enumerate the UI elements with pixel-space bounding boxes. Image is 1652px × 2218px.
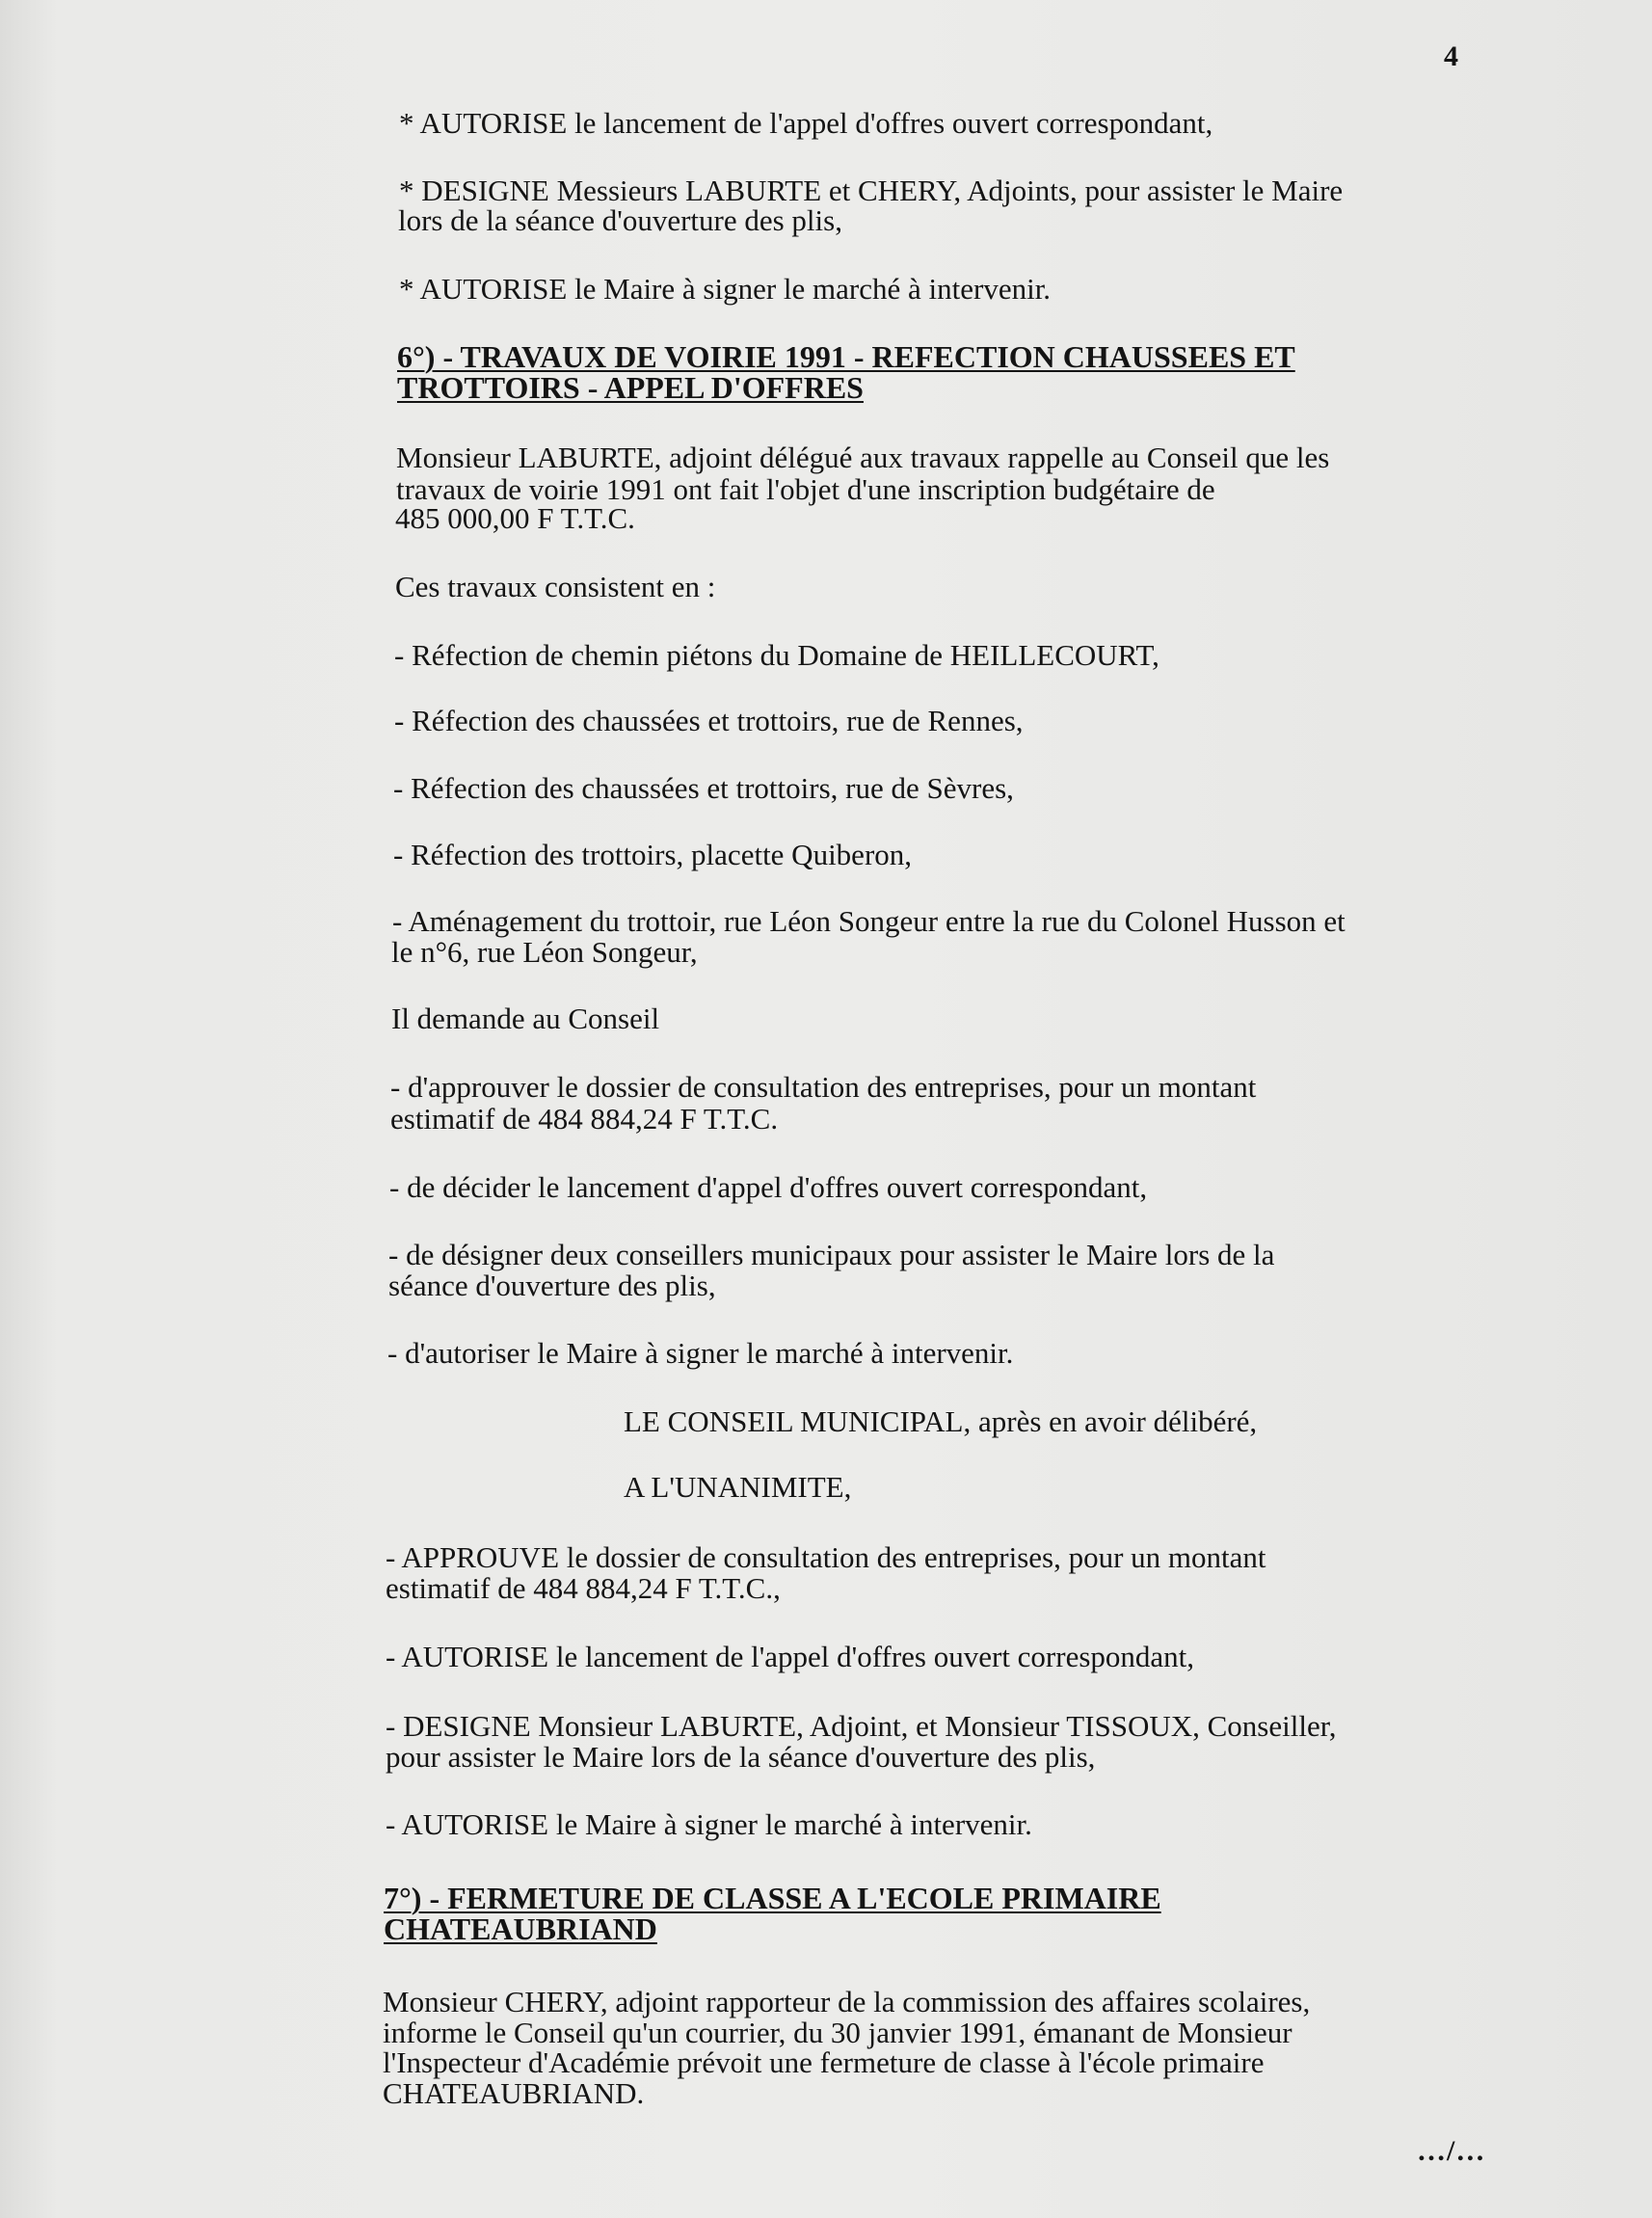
list-item: - AUTORISE le Maire à signer le marché à intervenir. [386,1807,1032,1841]
list-item: - Réfection de chemin piétons du Domaine de HEILLECOURT, [394,638,1159,672]
text-line: lors de la séance d'ouverture des plis, [398,203,842,237]
list-item: - Réfection des trottoirs, placette Quiberon, [393,838,913,871]
list-item: estimatif de 484 884,24 F T.T.C., [386,1571,781,1605]
list-item: pour assister le Maire lors de la séance d'ouverture des plis, [386,1740,1096,1774]
text-line: Il demande au Conseil [391,1002,660,1035]
text-line: CHATEAUBRIAND. [383,2076,645,2110]
section-heading-7-cont: CHATEAUBRIAND [384,1911,657,1946]
text-line: l'Inspecteur d'Académie prévoit une fermeture de classe à l'école primaire [383,2045,1265,2079]
text-line: Ces travaux consistent en : [395,570,716,603]
list-item: - d'autoriser le Maire à signer le marché à intervenir. [387,1336,1014,1370]
list-item: - DESIGNE Monsieur LABURTE, Adjoint, et Monsieur TISSOUX, Conseiller, [386,1709,1337,1743]
council-line: LE CONSEIL MUNICIPAL, après en avoir délibéré, [624,1404,1258,1438]
list-item: - Réfection des chaussées et trottoirs, rue de Sèvres, [393,771,1014,805]
list-item: - APPROUVE le dossier de consultation des entreprises, pour un montant [386,1540,1266,1574]
text-line: informe le Conseil qu'un courrier, du 30 janvier 1991, émanant de Monsieur [383,2016,1292,2049]
text-line: Monsieur CHERY, adjoint rapporteur de la commission des affaires scolaires, [383,1985,1311,2018]
text-line: * AUTORISE le lancement de l'appel d'offres ouvert correspondant, [399,106,1213,140]
page-number: 4 [1444,40,1458,72]
text-line: * DESIGNE Messieurs LABURTE et CHERY, Adjoints, pour assister le Maire [399,174,1344,207]
text-line: 485 000,00 F T.T.C. [395,501,635,535]
text-line: Monsieur LABURTE, adjoint délégué aux travaux rappelle au Conseil que les [396,441,1330,474]
list-item: - Aménagement du trottoir, rue Léon Songeur entre la rue du Colonel Husson et [392,904,1346,938]
council-line: A L'UNANIMITE, [624,1470,852,1504]
list-item: - de désigner deux conseillers municipaux pour assister le Maire lors de la [388,1238,1275,1271]
section-heading-6: 6°) - TRAVAUX DE VOIRIE 1991 - REFECTION CHAUSSEES ET [397,339,1295,374]
list-item: séance d'ouverture des plis, [388,1269,716,1302]
list-item: - d'approuver le dossier de consultation des entreprises, pour un montant [390,1070,1257,1104]
section-heading-7: 7°) - FERMETURE DE CLASSE A L'ECOLE PRIMAIRE [384,1881,1161,1915]
list-item: le n°6, rue Léon Songeur, [391,935,698,969]
text-line: travaux de voirie 1991 ont fait l'objet d'une inscription budgétaire de [396,472,1215,506]
continuation-mark: …/… [1417,2135,1486,2167]
text-line: * AUTORISE le Maire à signer le marché à intervenir. [399,272,1052,306]
list-item: - de décider le lancement d'appel d'offres ouvert correspondant, [389,1170,1148,1204]
list-item: - Réfection des chaussées et trottoirs, rue de Rennes, [394,704,1024,737]
section-heading-6-cont: TROTTOIRS - APPEL D'OFFRES [397,370,864,405]
list-item: estimatif de 484 884,24 F T.T.C. [390,1102,779,1136]
list-item: - AUTORISE le lancement de l'appel d'offres ouvert correspondant, [386,1640,1195,1673]
